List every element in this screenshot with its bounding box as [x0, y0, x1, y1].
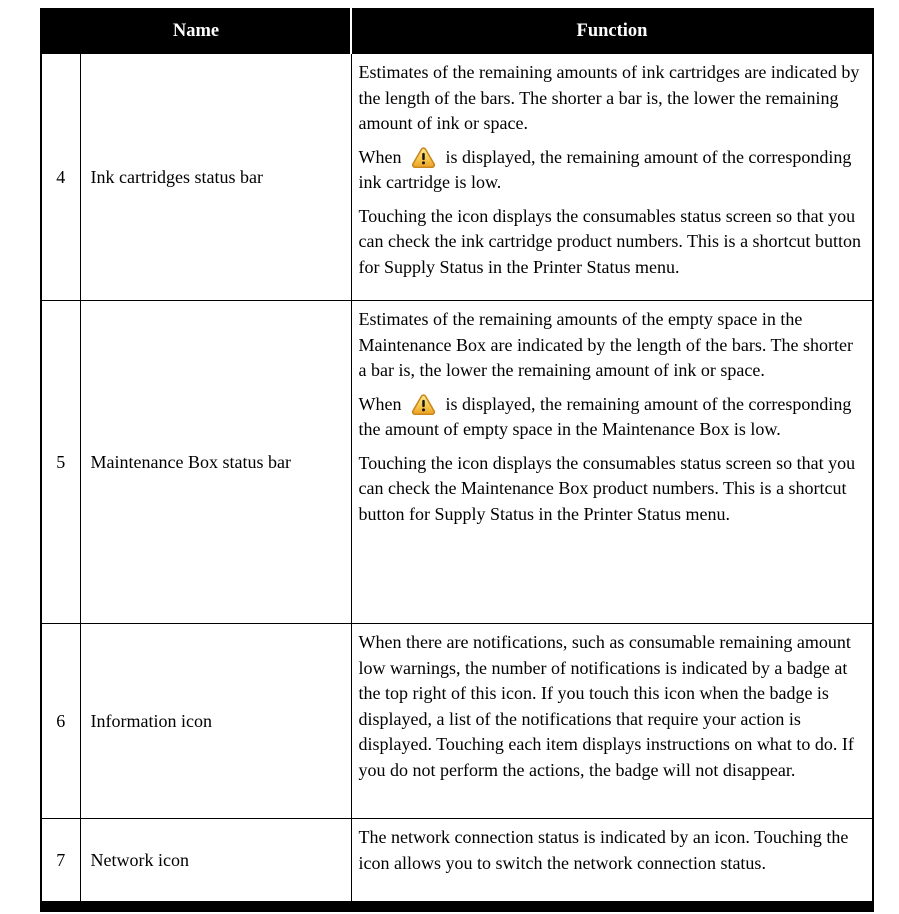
- header-cell-function: Function: [351, 9, 873, 54]
- spec-table: [40, 8, 874, 912]
- row-number: 6: [41, 624, 80, 819]
- table-row: [41, 54, 873, 301]
- row-number: 5: [41, 301, 80, 624]
- function-paragraph: Touching the icon displays the consumables status screen so that you can check the ink cartridge product numbers. This is a shortcut button for Supply Status in the Printer Status menu.: [358, 205, 862, 277]
- function-paragraph: Touching the icon displays the consumables status screen so that you can check the Maintenance Box product numbers. This is a shortcut button for Supply Status in the Printer Status menu.: [358, 452, 856, 524]
- table-row: [41, 819, 873, 902]
- table-header-row: [41, 9, 873, 54]
- row-name: Ink cartridges status bar: [80, 54, 351, 301]
- header-cell-name: Name: [41, 9, 351, 54]
- warning-icon: [411, 146, 436, 168]
- function-paragraph: Estimates of the remaining amounts of ink cartridges are indicated by the length of the bars. The shorter a bar is, the lower the remaining amount of ink or space.: [358, 62, 860, 133]
- table-row: [41, 301, 873, 624]
- function-paragraph: [359, 392, 865, 443]
- function-paragraph: When there are notifications, such as consumable remaining amount low warnings, the number of notifications is indicated by a badge at the top right of this icon. If you touch this icon when the badge is displayed, a list of the notifications that require your action is displayed. Touching each item displays instructions on what to do. If you do not perform the actions, the badge will not disappear.: [358, 632, 854, 780]
- row-name: Maintenance Box status bar: [80, 301, 351, 624]
- row-function: [351, 624, 873, 819]
- paragraph-text-before-icon: When: [358, 393, 402, 414]
- table-row: [41, 624, 873, 819]
- paragraph-text-before-icon: When: [358, 146, 402, 167]
- function-paragraph: [359, 145, 865, 196]
- next-header-partial-cell: [41, 902, 873, 912]
- row-function: [351, 54, 873, 301]
- function-paragraph: The network connection status is indicated by an icon. Touching the icon allows you to switch the network connection status.: [358, 827, 849, 873]
- row-name: Information icon: [80, 624, 351, 819]
- paragraph-text-after-icon: is displayed, the remaining amount of the corresponding the amount of empty space in the Maintenance Box is low.: [358, 393, 852, 439]
- next-header-partial-row: [41, 902, 873, 912]
- paragraph-text-after-icon: is displayed, the remaining amount of the corresponding ink cartridge is low.: [358, 146, 852, 192]
- table-body: [41, 54, 873, 902]
- row-name: Network icon: [80, 819, 351, 902]
- row-function: [351, 301, 873, 624]
- row-function: [351, 819, 873, 902]
- function-paragraph: Estimates of the remaining amounts of the empty space in the Maintenance Box are indicated by the length of the bars. The shorter a bar is, the lower the remaining amount of ink or space.: [358, 309, 854, 380]
- warning-icon: [411, 393, 436, 415]
- row-number: 4: [41, 54, 80, 301]
- row-number: 7: [41, 819, 80, 902]
